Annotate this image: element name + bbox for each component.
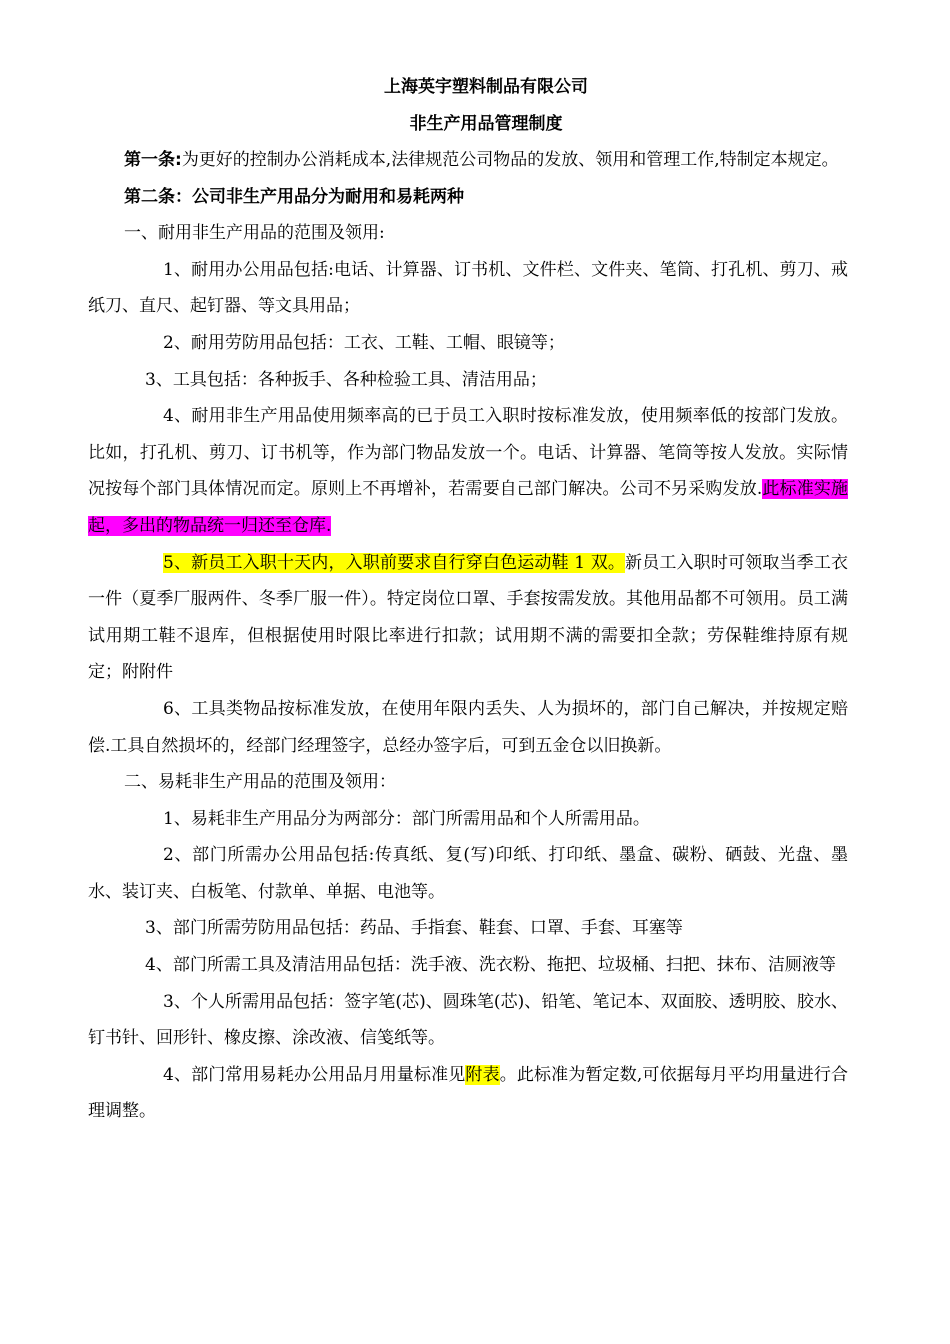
document-subtitle: 非生产用品管理制度 [409,114,563,134]
durable-item-4-text: 4、耐用非生产用品使用频率高的已于员工入职时按标准发放，使用频率低的按部门发放。比如，打孔机、剪刀、订书机等，作为部门物品发放一个。电话、计算器、笔筒等按人发放。实际情况按每个部门具体情况而定。原则上不再增补，若需要自己部门解决。公司不另采购发放. [88,406,848,500]
appendix-link-highlight: 附表 [465,1064,500,1085]
durable-item-3: 3、工具包括：各种扳手、各种检验工具、清洁用品； [145,369,547,390]
article-1 [88,142,848,179]
consumable-item-4: 4、部门所需工具及清洁用品包括：洗手液、洗衣粉、拖把、垃圾桶、扫把、抹布、洁厕液等 [145,955,836,976]
consumable-item-6-pre: 4、部门常用易耗办公用品月用量标准见 [163,1064,466,1085]
durable-item-4 [88,398,848,544]
consumable-item-2: 2、部门所需办公用品包括:传真纸、复(写)印纸、打印纸、墨盒、碳粉、硒鼓、光盘、墨水、装订夹、白板笔、付款单、单据、电池等。 [88,845,848,902]
company-title: 上海英宇塑料制品有限公司 [384,77,588,97]
document-body [88,142,848,1130]
durable-section-heading: 一、耐用非生产用品的范围及领用: [124,223,385,244]
consumable-item-6-post: 。此标准为暂定数,可依据每月平均用量进行合理调整。 [88,1064,849,1122]
durable-item-2: 2、耐用劳防用品包括：工衣、工鞋、工帽、眼镜等； [163,332,565,353]
article-1-text: 为更好的控制办公消耗成本,法律规范公司物品的发放、领用和管理工作,特制定本规定。 [181,150,839,170]
durable-item-6: 6、工具类物品按标准发放，在使用年限内丢失、人为损坏的，部门自己解决，并按规定赔偿.工具自然损坏的，经部门经理签字，总经办签字后，可到五金仓以旧换新。 [88,698,848,756]
consumable-item-1: 1、易耗非生产用品分为两部分：部门所需用品和个人所需用品。 [163,808,650,829]
consumable-item-5: 3、个人所需用品包括：签字笔(芯)、圆珠笔(芯)、铅笔、笔记本、双面胶、透明胶、胶水、钉书针、回形针、橡皮擦、涂改液、信笺纸等。 [88,991,848,1049]
durable-item-1: 1、耐用办公用品包括:电话、计算器、订书机、文件栏、文件夹、笔筒、打孔机、剪刀、戒纸刀、直尺、起钉器、等文具用品； [88,259,848,317]
durable-item-5-highlight: 5、新员工入职十天内，入职前要求自行穿白色运动鞋 1 双。 [163,552,626,573]
consumable-section-heading: 二、易耗非生产用品的范围及领用： [124,772,396,793]
durable-item-5-text: 新员工入职时可领取当季工衣一件（夏季厂服两件、冬季厂服一件）。特定岗位口罩、手套按需发放。其他用品都不可领用。员工满试用期工鞋不退库，但根据使用时限比率进行扣款；试用期不满的需要扣全款；劳保鞋维持原有规定；附附件 [88,552,848,683]
article-2-heading: 第二条：公司非生产用品分为耐用和易耗两种 [124,186,464,207]
consumable-item-6 [88,1057,848,1130]
article-1-label: 第一条: [124,150,182,170]
durable-item-4-highlight: 此标准实施起，多出的物品统一归还至仓库. [88,479,848,536]
durable-item-5 [88,545,848,691]
consumable-item-3: 3、部门所需劳防用品包括：药品、手指套、鞋套、口罩、手套、耳塞等 [145,918,683,939]
